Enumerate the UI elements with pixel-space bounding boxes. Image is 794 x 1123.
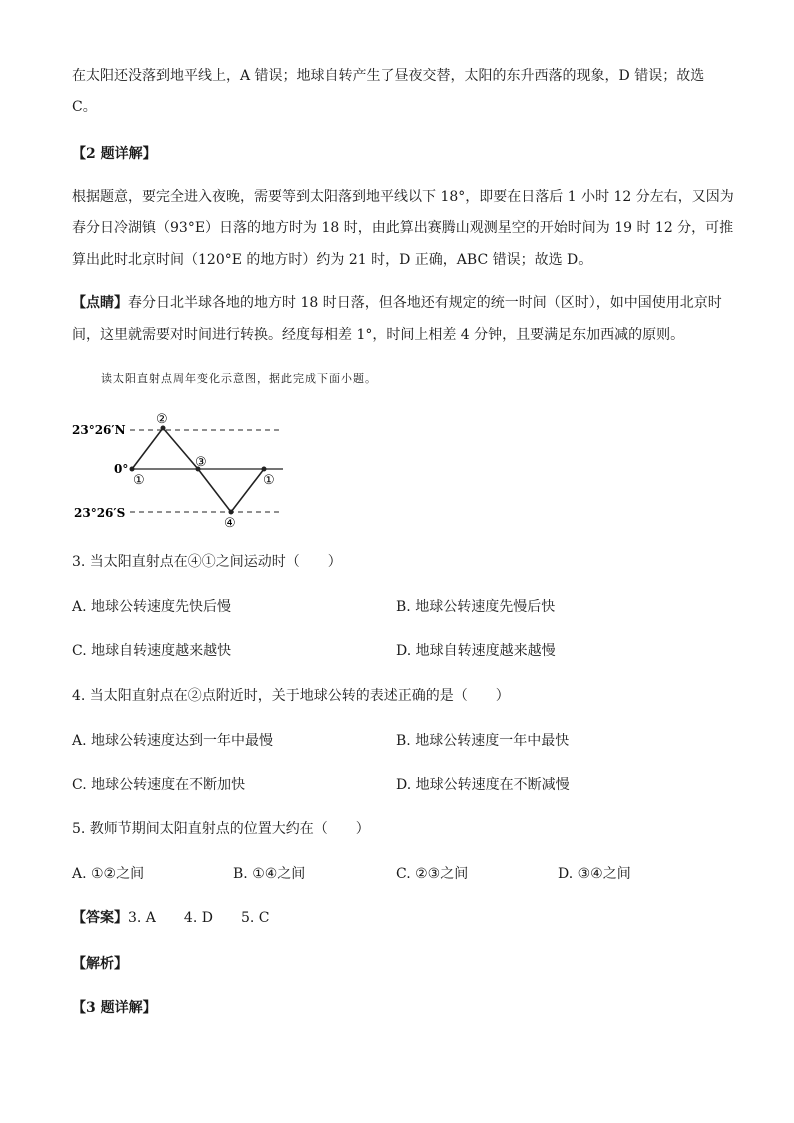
q5-option-a: A. ①②之间	[72, 866, 145, 882]
mark-1-left: ①	[133, 473, 145, 488]
dianjing-tag: 【点睛】	[72, 295, 128, 311]
mark-2: ②	[156, 412, 168, 427]
q3-option-b: B. 地球公转速度先慢后快	[396, 599, 556, 615]
q3-option-c: C. 地球自转速度越来越快	[72, 643, 232, 659]
q4-option-d: D. 地球公转速度在不断减慢	[396, 777, 570, 793]
section-heading-q2: 【2 题详解】	[72, 146, 157, 162]
label-equator: 0°	[114, 462, 129, 476]
text-line: 算出此时北京时间（120°E 的地方时）约为 21 时，D 正确，ABC 错误；故选 D。	[72, 252, 593, 268]
dianjing-paragraph	[72, 293, 722, 313]
mark-4: ④	[224, 516, 236, 531]
answer-line	[72, 908, 269, 928]
point-dot	[229, 510, 234, 515]
text-line: 间，这里就需要对时间进行转换。经度每相差 1°，时间上相差 4 分钟，且要满足东加西减的原则。	[72, 327, 685, 343]
text-line: 在太阳还没落到地平线上，A 错误；地球自转产生了昼夜交替，太阳的东升西落的现象，D 错误；故选	[72, 68, 705, 84]
analysis-heading: 【解析】	[72, 956, 128, 972]
q5-option-c: C. ②③之间	[396, 866, 469, 882]
q5-option-b: B. ①④之间	[233, 866, 306, 882]
text-line: 根据题意，要完全进入夜晚，需要等到太阳落到地平线以下 18°，即要在日落后 1 小时 12 分左右，又因为	[72, 189, 734, 205]
question-5-stem: 5. 教师节期间太阳直射点的位置大约在（ ）	[72, 821, 370, 837]
subsolar-point-diagram	[68, 408, 308, 543]
text-line: 春分日冷湖镇（93°E）日落的地方时为 18 时，由此算出赛腾山观测星空的开始时间为 19 时 12 分，可推	[72, 220, 734, 236]
q3-option-a: A. 地球公转速度先快后慢	[72, 599, 232, 615]
section-heading-q3: 【3 题详解】	[72, 1000, 157, 1016]
q3-option-d: D. 地球自转速度越来越慢	[396, 643, 556, 659]
figure-caption: 读太阳直射点周年变化示意图，据此完成下面小题。	[101, 372, 377, 385]
mark-3: ③	[195, 455, 207, 470]
q4-option-a: A. 地球公转速度达到一年中最慢	[72, 733, 274, 749]
label-tropic-north: 23°26′N	[72, 423, 126, 437]
q4-option-c: C. 地球公转速度在不断加快	[72, 777, 246, 793]
label-tropic-south: 23°26′S	[74, 506, 126, 520]
text-line: C。	[72, 99, 97, 115]
text-line: 春分日北半球各地的地方时 18 时日落，但各地还有规定的统一时间（区时），如中国使用北京时	[128, 295, 722, 311]
answer-tag: 【答案】	[72, 910, 128, 926]
question-3-stem: 3. 当太阳直射点在④①之间运动时（ ）	[72, 554, 342, 570]
answer-text: 3. A 4. D 5. C	[128, 910, 270, 926]
mark-1-right: ①	[263, 473, 275, 488]
point-dot	[262, 467, 267, 472]
q5-option-d: D. ③④之间	[558, 866, 631, 882]
q4-option-b: B. 地球公转速度一年中最快	[396, 733, 570, 749]
question-4-stem: 4. 当太阳直射点在②点附近时，关于地球公转的表述正确的是（ ）	[72, 688, 510, 704]
point-dot	[130, 467, 135, 472]
